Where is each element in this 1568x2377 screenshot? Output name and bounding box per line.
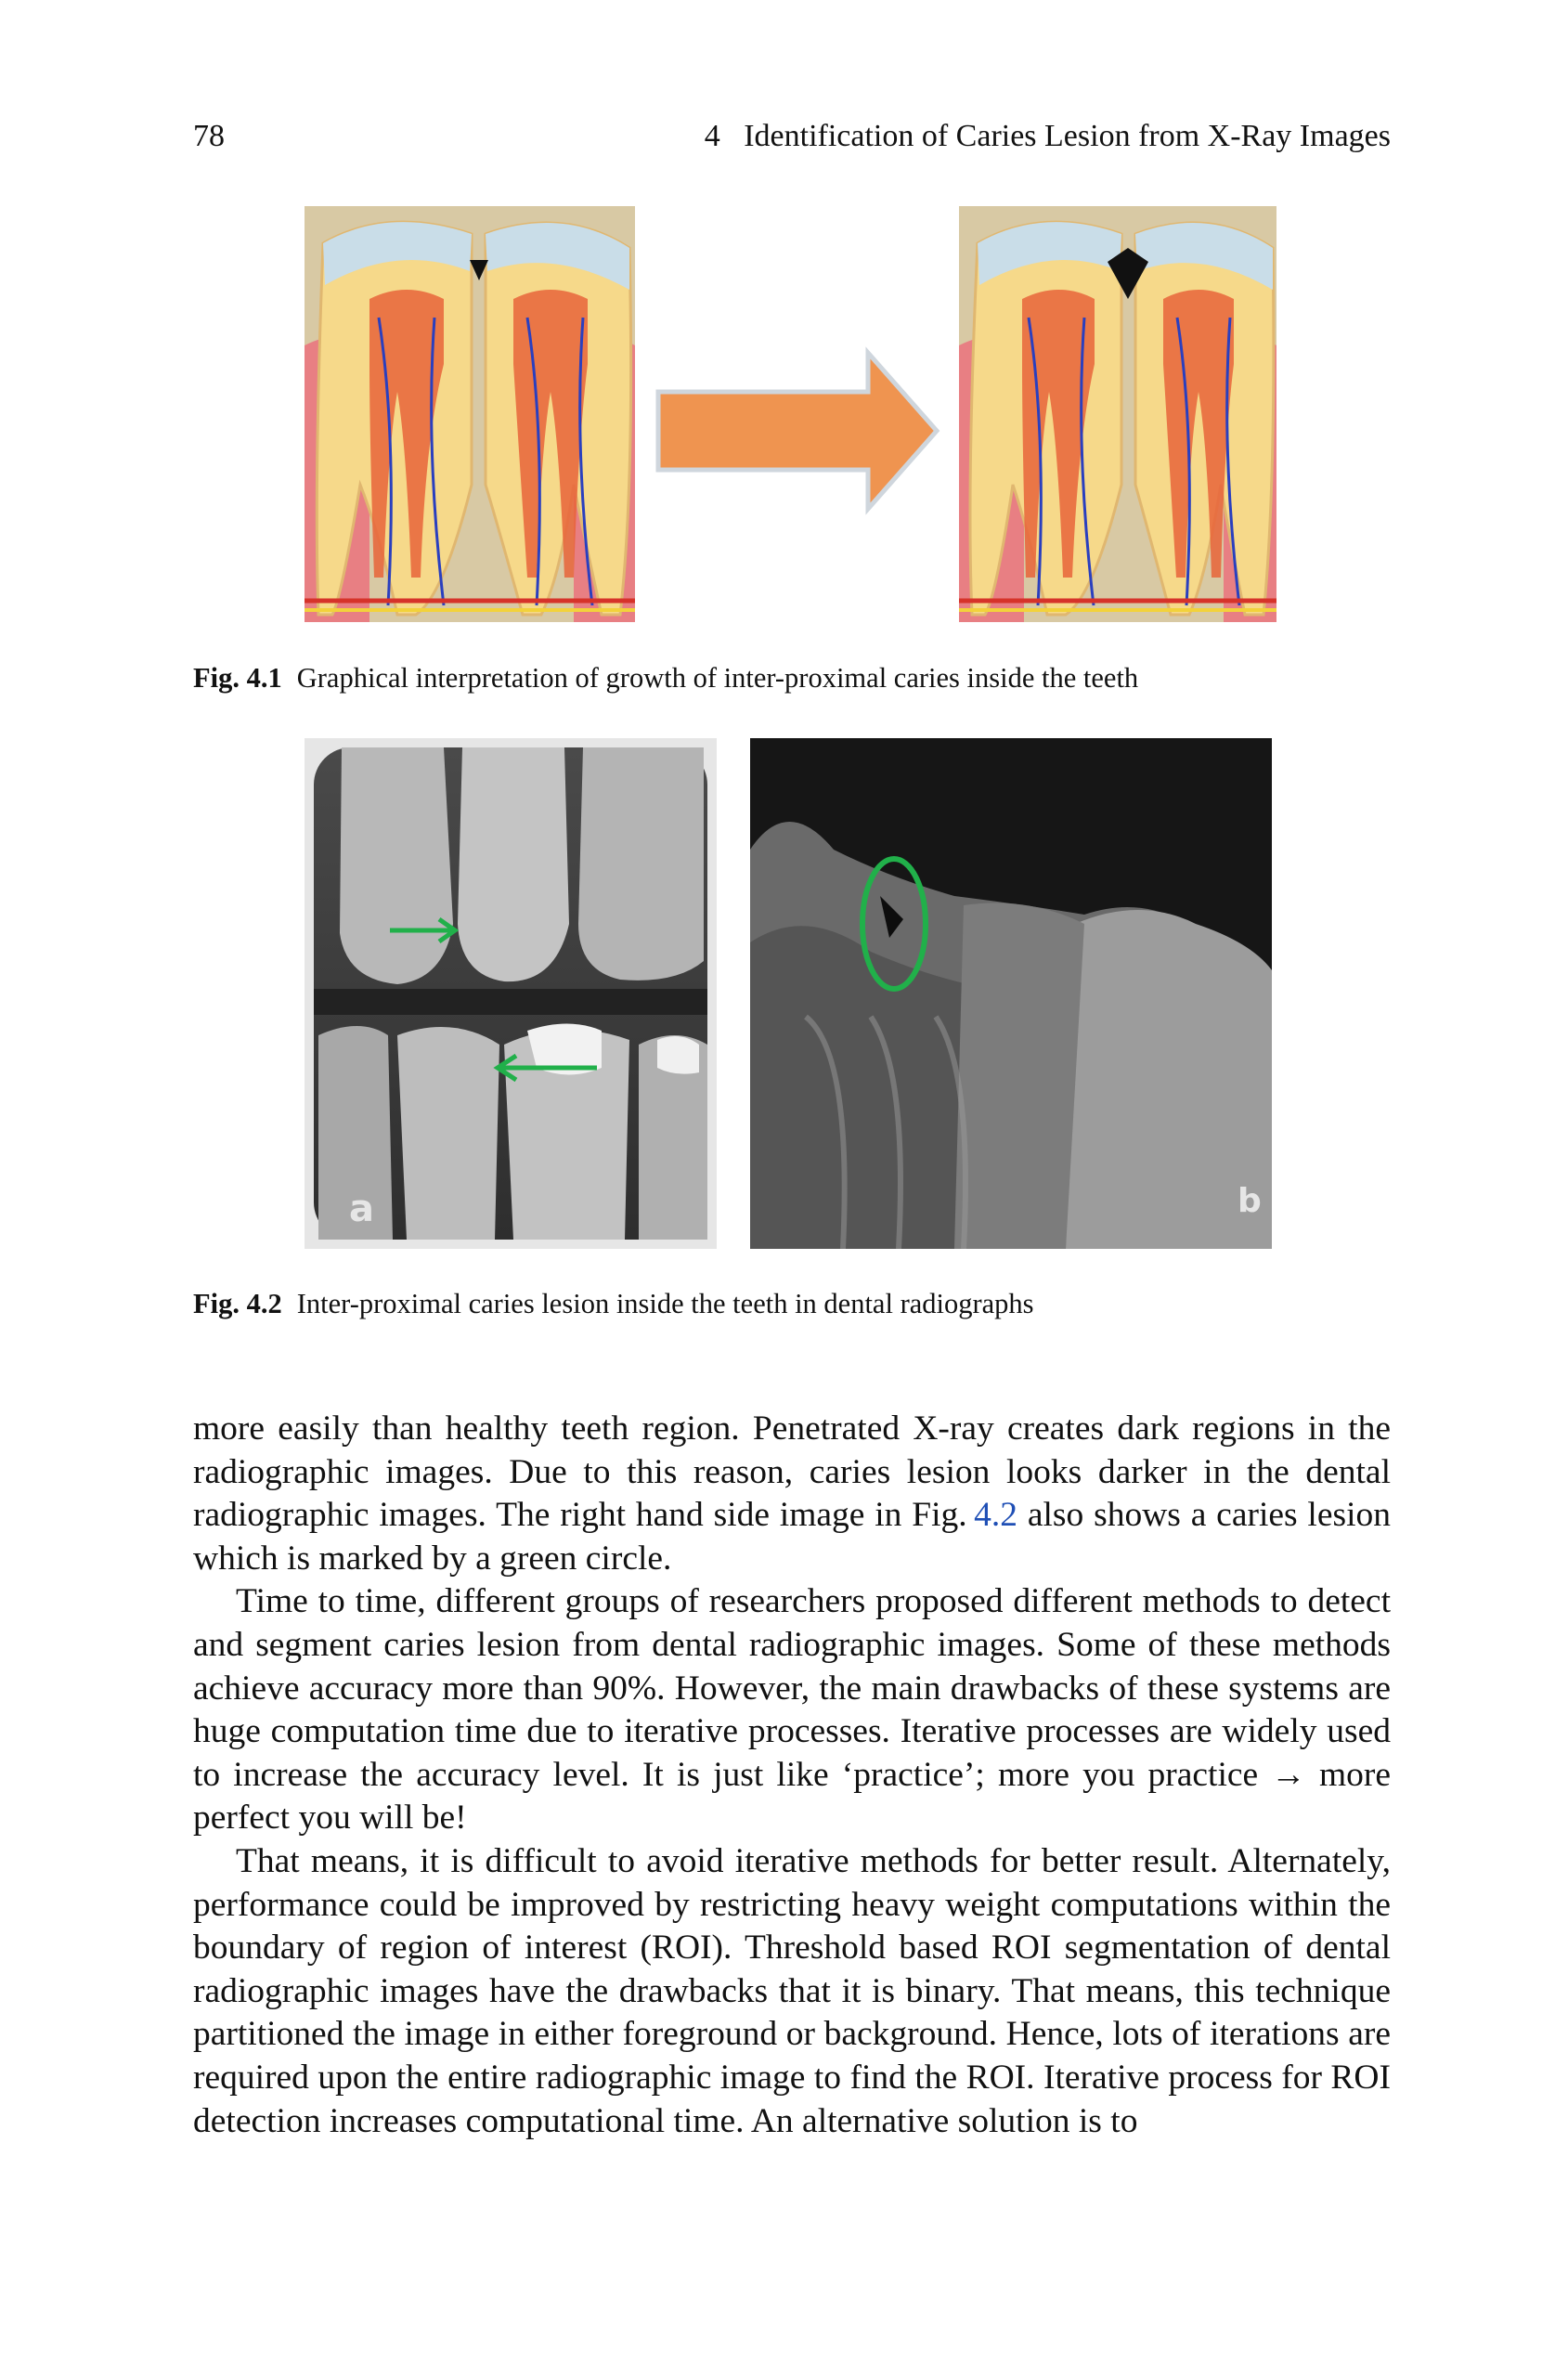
figure-4-1-caries-teeth [959,206,1276,622]
paragraph-2: Time to time, different groups of researchers proposed different methods to detect and segment caries lesion from dental radiographic images. Some of these methods achieve accuracy more than 90%. However, the main drawbacks of these systems are huge computation time due to iterative processes. Iterative processes are widely used to increase the accuracy level. It is just like ‘practice’; more you practice → more perfect you will be! [193,1582,1391,1838]
figure-4-1-arrow [654,345,942,517]
paragraph-1 [193,1408,1391,1580]
body-text [193,1408,1391,2143]
chapter-title: 4 Identification of Caries Lesion from X-Ray Images [704,119,1391,153]
figure-4-2b-radiograph [750,738,1272,1249]
page-number: 78 [193,119,225,153]
panel-a-letter: a [349,1188,374,1230]
figure-4-2a-radiograph [305,738,717,1249]
panel-b-letter: b [1238,1182,1262,1220]
figure-4-2-caption [193,1285,1391,1322]
figure-4-1-healthy-teeth [305,206,635,622]
figure-4-2-label: Fig. 4.2 [193,1288,282,1319]
figure-4-1-label: Fig. 4.1 [193,662,282,694]
figure-4-1-caption [193,659,1391,696]
figure-4-1-caption-text: Graphical interpretation of growth of inter-proximal caries inside the teeth [296,662,1139,694]
paragraph-3: That means, it is difficult to avoid iterative methods for better result. Alternately, performance could be improved by restricting heavy weight computations within the boundary of region of interest (ROI). Threshold based ROI segmentation of dental radiographic images have the drawbacks that it is binary. That means, this technique partitioned the image in either foreground or background. Hence, lots of iterations are required upon the entire radiographic image to find the ROI. Iterative process for ROI detection increases computational time. An alternative solution is to [193,1841,1391,2140]
running-head [193,119,1391,165]
figure-reference-link[interactable]: 4.2 [974,1496,1018,1535]
paragraph-1-text-a: more easily than healthy teeth region. Penetrated X-ray creates dark regions in the radiographic images. Due to this reason, caries lesion looks darker in the dental radiographic images. The right hand side image in Fig. [193,1409,1391,1535]
paragraph-1-text-b: also shows a caries lesion which is marked by a green circle. [193,1496,1392,1578]
figure-4-2-caption-text: Inter-proximal caries lesion inside the teeth in dental radiographs [296,1288,1034,1319]
